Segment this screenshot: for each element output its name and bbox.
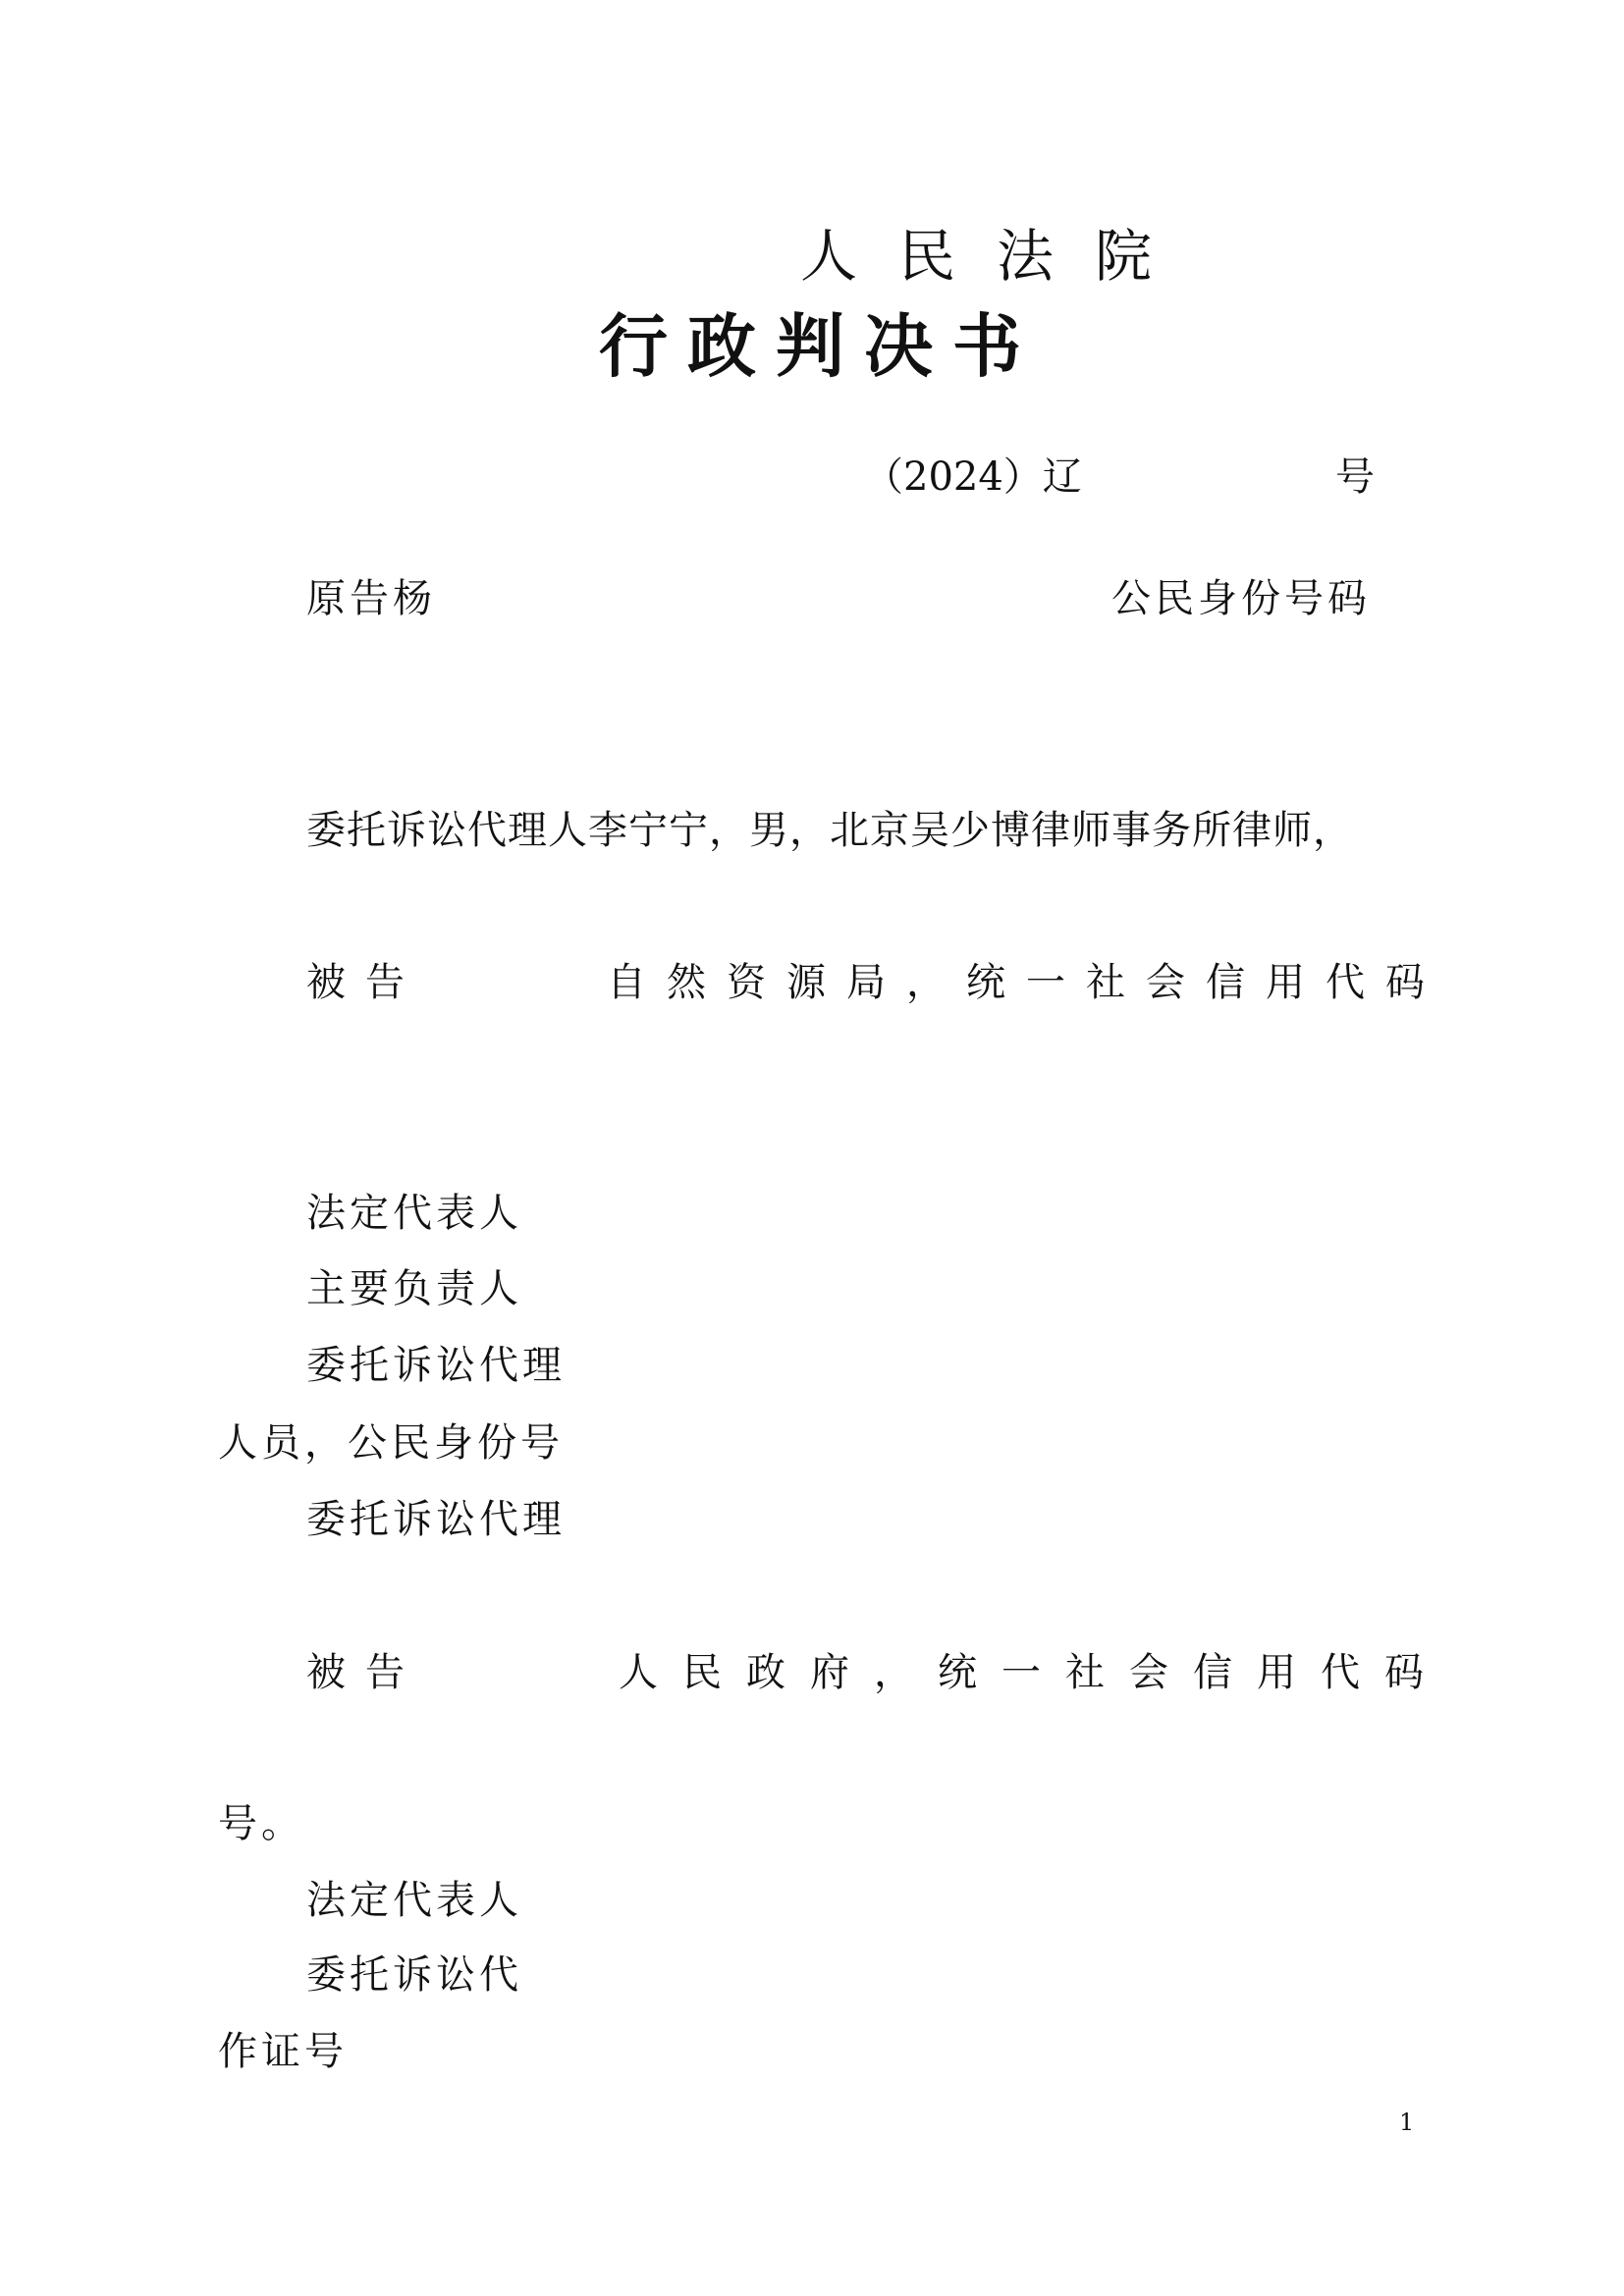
- defendant2-agent-cont: 作证号: [218, 2029, 348, 2074]
- court-name: 人民法院: [800, 223, 1194, 290]
- defendant1-agent-b: 委托诉讼代理: [306, 1497, 566, 1542]
- plaintiff-id-label: 公民身份号码: [1111, 576, 1371, 621]
- defendant2-agent: 委托诉讼代: [306, 1952, 522, 1998]
- case-number-suffix: 号: [1335, 454, 1375, 500]
- defendant1-legal-rep: 法定代表人: [306, 1191, 522, 1236]
- defendant2-name: 人民政府，统一社会信用代码: [619, 1650, 1448, 1695]
- defendant1-name: 自然资源局，统一社会信用代码: [607, 960, 1445, 1005]
- defendant1-agent-a: 委托诉讼代理: [306, 1343, 566, 1388]
- document-title: 行政判决书: [599, 305, 1041, 387]
- plaintiff-label: 原告杨: [306, 576, 436, 621]
- case-number-prefix: （2024）辽: [864, 454, 1082, 500]
- plaintiff-agent: 委托诉讼代理人李宁宁，男，北京吴少博律师事务所律师，: [306, 808, 1353, 853]
- defendant2-legal-rep: 法定代表人: [306, 1878, 522, 1923]
- defendant1-principal: 主要负责人: [306, 1266, 522, 1311]
- defendant1-agent-a-cont: 人员，公民身份号: [218, 1420, 564, 1466]
- defendant2-cont: 号。: [218, 1801, 304, 1846]
- defendant2-label: 被告: [306, 1650, 424, 1695]
- page-number: 1: [1399, 2109, 1415, 2136]
- defendant1-label: 被告: [306, 960, 424, 1005]
